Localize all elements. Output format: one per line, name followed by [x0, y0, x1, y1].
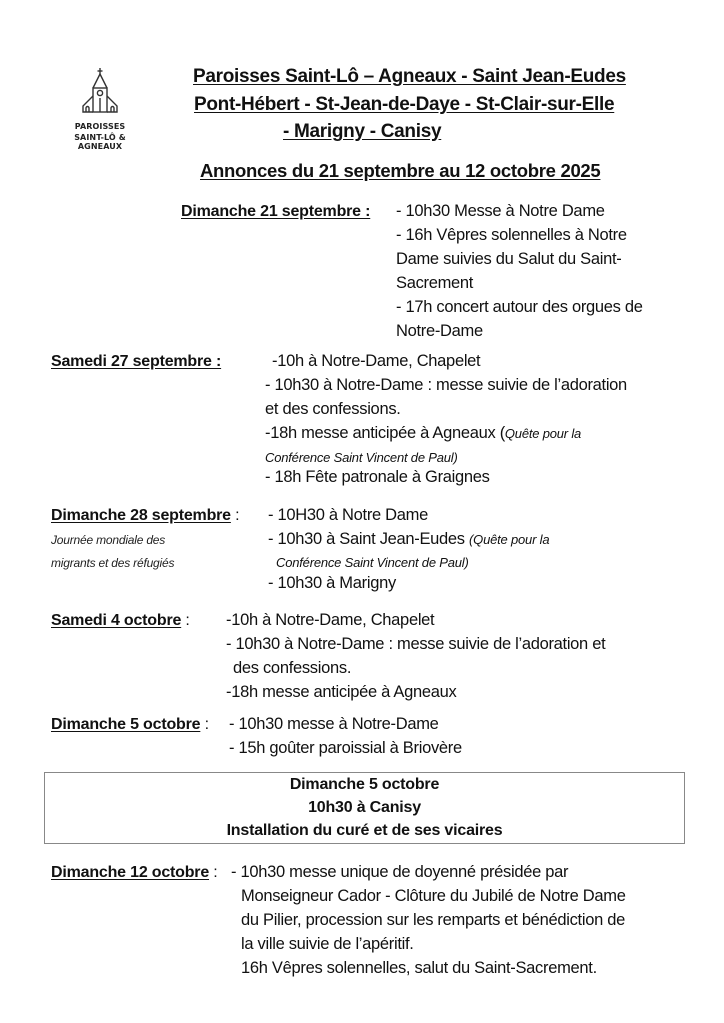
- event-line: Sacrement: [396, 274, 474, 292]
- event-line: - 10h30 à Saint Jean-Eudes (Quête pour la: [268, 530, 550, 548]
- highlight-box: [44, 772, 685, 844]
- header-line-2: Pont-Hébert - St-Jean-de-Daye - St-Clair-sur-Elle: [194, 94, 615, 115]
- parish-logo: [54, 68, 144, 151]
- church-icon: [82, 68, 118, 116]
- event-line: - 10h30 à Notre-Dame : messe suivie de l’adoration et: [226, 635, 606, 653]
- event-line: - 18h Fête patronale à Graignes: [265, 468, 490, 486]
- event-line: la ville suivie de l’apéritif.: [241, 935, 414, 953]
- event-line: des confessions.: [233, 659, 352, 677]
- section-date: Dimanche 28 septembre :: [51, 507, 240, 524]
- event-line: -10h à Notre-Dame, Chapelet: [272, 352, 481, 370]
- event-line: - 15h goûter paroissial à Briovère: [229, 739, 462, 757]
- event-line: - 10h30 à Marigny: [268, 574, 396, 592]
- collection-note: Quête pour la: [504, 426, 582, 441]
- highlight-line-3: Installation du curé et de ses vicaires: [226, 822, 503, 839]
- event-line: - 17h concert autour des orgues de: [396, 298, 643, 316]
- section-note: migrants et des réfugiés: [51, 556, 175, 570]
- collection-note: Conférence Saint Vincent de Paul): [276, 555, 469, 570]
- section-date: Samedi 4 octobre :: [51, 612, 190, 629]
- section-date: Dimanche 12 octobre :: [51, 864, 218, 881]
- logo-line-2: SAINT-LÔ & AGNEAUX: [74, 133, 126, 151]
- highlight-line-1: Dimanche 5 octobre: [289, 776, 440, 793]
- event-line: - 10h30 Messe à Notre Dame: [396, 202, 605, 220]
- event-line: Dame suivies du Salut du Saint-: [396, 250, 622, 268]
- collection-note: Conférence Saint Vincent de Paul): [265, 450, 458, 465]
- event-line: - 10h30 à Notre-Dame : messe suivie de l’adoration: [265, 376, 627, 394]
- section-note: Journée mondiale des: [51, 533, 166, 547]
- event-line: - 10h30 messe unique de doyenné présidée par: [231, 863, 569, 881]
- section-date: Dimanche 21 septembre :: [181, 203, 371, 220]
- logo-line-1: PAROISSES: [74, 122, 126, 131]
- section-date: Dimanche 5 octobre :: [51, 716, 209, 733]
- header-line-1: Paroisses Saint-Lô – Agneaux - Saint Jean-Eudes: [193, 66, 626, 87]
- collection-note: (Quête pour la: [469, 532, 550, 547]
- highlight-line-2: 10h30 à Canisy: [308, 799, 421, 816]
- event-line: du Pilier, procession sur les remparts et bénédiction de: [241, 911, 625, 929]
- header-line-3: - Marigny - Canisy: [283, 121, 442, 142]
- event-line: et des confessions.: [265, 400, 401, 418]
- event-line: - 16h Vêpres solennelles à Notre: [396, 226, 627, 244]
- event-line: -10h à Notre-Dame, Chapelet: [226, 611, 435, 629]
- event-line: -18h messe anticipée à Agneaux (Quête pour la: [265, 424, 582, 442]
- event-line: - 10H30 à Notre Dame: [268, 506, 428, 524]
- event-line: 16h Vêpres solennelles, salut du Saint-Sacrement.: [241, 959, 597, 977]
- event-line: -18h messe anticipée à Agneaux: [226, 683, 457, 701]
- event-line: - 10h30 messe à Notre-Dame: [229, 715, 439, 733]
- event-line: Notre-Dame: [396, 322, 483, 340]
- section-date: Samedi 27 septembre :: [51, 353, 222, 370]
- event-line: Monseigneur Cador - Clôture du Jubilé de Notre Dame: [241, 887, 626, 905]
- page-subtitle: Annonces du 21 septembre au 12 octobre 2025: [200, 160, 601, 181]
